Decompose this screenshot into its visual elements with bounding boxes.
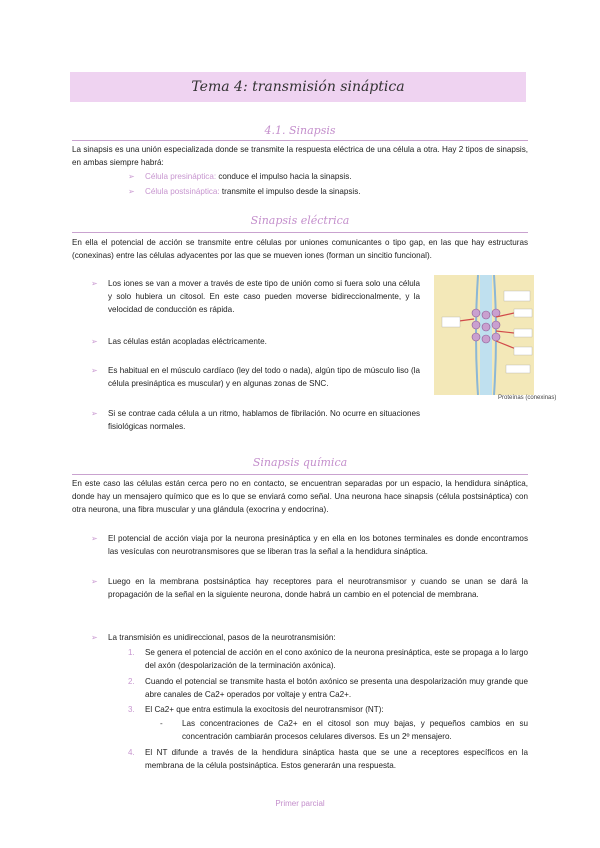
step-number: 1. — [128, 648, 135, 657]
arrow-bullet-icon: ➢ — [91, 279, 98, 288]
divider — [72, 474, 528, 475]
list-item-text: Las células están acopladas eléctricamente. — [108, 337, 267, 346]
list-item-text: Se genera el potencial de acción en el cono axónico de la neurona presináptica, este se propaga a lo largo del axón (despolarización de la terminación axónica). — [145, 648, 528, 671]
list-item-text: Es habitual en el músculo cardíaco (ley del todo o nada), algún tipo de músculo liso (la célula presináptica es muscular) y en algunas zonas de SNC. — [108, 366, 420, 389]
list-item — [128, 185, 525, 198]
list-item-text: Si se contrae cada célula a un ritmo, hablamos de fibrilación. No ocurre en situaciones fisiológicas normales. — [108, 409, 420, 432]
list-item-text: La transmisión es unidireccional, pasos de la neurotransmisión: — [108, 633, 336, 642]
list-item — [91, 364, 420, 390]
term-label: Célula postsináptica: — [145, 187, 220, 196]
list-item — [91, 277, 420, 317]
list-item — [91, 631, 528, 644]
gap-junction-figure — [434, 275, 534, 395]
term-label: Célula presináptica: — [145, 172, 217, 181]
list-item-text: El Ca2+ que entra estimula la exocitosis del neurotransmisor (NT): — [145, 705, 384, 714]
list-item — [128, 646, 528, 672]
list-item — [91, 407, 420, 433]
arrow-bullet-icon: ➢ — [91, 577, 98, 586]
arrow-bullet-icon: ➢ — [91, 366, 98, 375]
footer-label: Primer parcial — [275, 799, 325, 808]
list-item — [91, 575, 528, 601]
section-heading-sinapsis-electrica: Sinapsis eléctrica — [250, 214, 350, 227]
list-item — [128, 170, 525, 183]
list-item — [160, 717, 528, 743]
figure-caption: Proteínas (conexinas) — [498, 395, 557, 401]
step-number: 3. — [128, 705, 135, 714]
step-number: 2. — [128, 677, 135, 686]
divider — [72, 232, 528, 233]
list-item-text: El NT difunde a través de la hendidura sináptica hasta que se une a receptores específicos en la membrana de la célula postsináptica. Estos generarán una respuesta. — [145, 748, 528, 771]
section-heading-sinapsis: 4.1. Sinapsis — [264, 124, 336, 137]
list-item — [128, 675, 528, 701]
term-text: transmite el impulso desde la sinapsis. — [219, 187, 361, 196]
list-item — [91, 335, 420, 348]
term-text: conduce el impulso hacia la sinapsis. — [216, 172, 352, 181]
list-item — [128, 746, 528, 772]
list-item-text: Cuando el potencial se transmite hasta el botón axónico se presenta una despolarización muy grande que abre canales de Ca2+ operados por voltaje y entra Ca2+. — [145, 677, 528, 700]
arrow-bullet-icon: ➢ — [91, 337, 98, 346]
section2-intro: En ella el potencial de acción se transmite entre células por uniones comunicantes o tipo gap, en las que hay estructuras (conexinas) entre las células adyacentes por las que se mueven iones (forman un sincitio funcional). — [72, 238, 528, 260]
divider — [72, 140, 528, 141]
section1-intro: La sinapsis es una unión especializada donde se transmite la respuesta eléctrica de una célula a otra. Hay 2 tipos de sinapsis, en ambas siempre habrá: — [72, 145, 528, 167]
dash-bullet-icon: - — [160, 719, 163, 728]
page-title: Tema 4: transmisión sináptica — [191, 79, 405, 95]
arrow-bullet-icon: ➢ — [128, 187, 135, 196]
arrow-bullet-icon: ➢ — [91, 534, 98, 543]
section3-intro: En este caso las células están cerca pero no en contacto, se encuentran separadas por un espacio, la hendidura sináptica, donde hay un mensajero químico que es lo que se enviará como señal. Una neurona hace sinapsis (célula postsináptica) con otra neurona, una fibra muscular y una glándula (exocrina y endocrina). — [72, 479, 528, 514]
arrow-bullet-icon: ➢ — [91, 633, 98, 642]
step-number: 4. — [128, 748, 135, 757]
list-item-text: Las concentraciones de Ca2+ en el citosol son muy bajas, y pequeños cambios en su concentración cambiarán procesos celulares diversos. Es un 2º mensajero. — [182, 719, 528, 742]
list-item-text: El potencial de acción viaja por la neurona presináptica y en ella en los botones terminales es donde encontramos las vesículas con neurotransmisores que se liberan tras la señal a la hendidura sináptica. — [108, 534, 528, 557]
section-heading-sinapsis-quimica: Sinapsis química — [252, 456, 348, 469]
list-item-text: Luego en la membrana postsináptica hay receptores para el neurotransmisor y cuando se unan se dará la propagación de la señal en la siguiente neurona, donde habrá un cambio en el potencial de membrana. — [108, 577, 528, 600]
arrow-bullet-icon: ➢ — [91, 409, 98, 418]
list-item-text: Los iones se van a mover a través de este tipo de unión como si fuera solo una célula y solo hubiera un citosol. En este caso pueden moverse bidireccionalmente, y la velocidad de conducción es rápida. — [108, 279, 420, 315]
list-item — [91, 532, 528, 558]
title-banner — [70, 72, 526, 102]
arrow-bullet-icon: ➢ — [128, 172, 135, 181]
gap-junction-illustration — [434, 275, 534, 395]
list-item — [128, 703, 528, 716]
